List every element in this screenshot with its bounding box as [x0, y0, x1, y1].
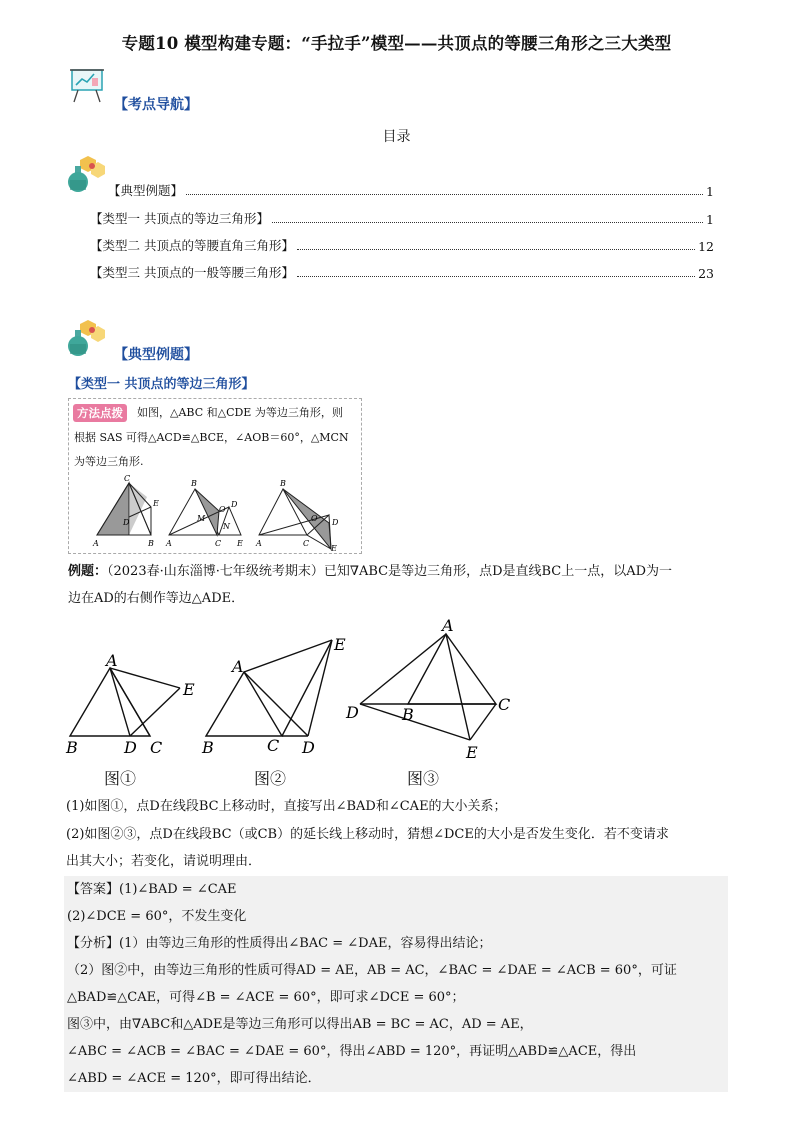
- figure-3: [360, 634, 496, 740]
- pt-label: A: [232, 657, 244, 676]
- toc-dots: [297, 249, 695, 250]
- flask-icon: [66, 154, 108, 194]
- method-figure-3: [255, 479, 339, 553]
- toc-item-label: 【类型三 共顶点的一般等腰三角形】: [90, 265, 294, 280]
- answer-block: [64, 876, 728, 1092]
- pt-label: D: [231, 500, 238, 509]
- flask-icon: [66, 318, 108, 358]
- pt-label: N: [223, 522, 230, 531]
- figure-3-label: 图③: [407, 769, 440, 788]
- pt-label: C: [498, 695, 511, 714]
- pt-label: A: [256, 539, 262, 548]
- pt-label: B: [202, 738, 214, 757]
- figure-2: [206, 640, 332, 736]
- toc-item-page: 12: [698, 239, 714, 254]
- answer-line: (2)∠DCE = 60°，不发生变化: [64, 903, 728, 930]
- answer-line: △BAD≌△CAE，可得∠B = ∠ACE = 60°，即可求∠DCE = 60°；: [64, 984, 728, 1011]
- toc-item-label: 【典型例题】: [108, 183, 184, 198]
- pt-label: E: [331, 544, 337, 553]
- example-line: 边在AD的右侧作等边△ADE．: [68, 591, 245, 606]
- method-box: [68, 398, 362, 554]
- pt-label: A: [93, 539, 99, 548]
- toc-item-label: 【类型一 共顶点的等边三角形】: [90, 211, 269, 226]
- method-text-line: 根据 SAS 可得△ACD≌△BCE，∠AOB＝60°，△MCN: [74, 431, 349, 444]
- pt-label: C: [215, 539, 222, 548]
- answer-line: 【答案】(1)∠BAD = ∠CAE: [64, 876, 728, 903]
- pt-label: B: [66, 738, 78, 757]
- toc-item-page: 1: [706, 212, 714, 227]
- presentation-board-icon: [68, 66, 108, 104]
- toc-item-page: 1: [706, 184, 714, 199]
- pt-label: M: [197, 514, 206, 523]
- pt-label: D: [123, 518, 130, 527]
- example-text: （2023春·山东淄博·七年级统考期末）已知∇ABC是等边三角形，点D是直线BC上一点，以AD为一: [107, 564, 673, 579]
- pt-label: B: [148, 539, 154, 548]
- toc-dots: [297, 276, 695, 277]
- question-2-line: 出其大小；若变化，请说明理由．: [66, 854, 262, 869]
- type1-label: 【类型一 共顶点的等边三角形】: [68, 377, 255, 392]
- pt-label: E: [237, 539, 243, 548]
- question-2-line: (2)如图②③，点D在线段BC（或CB）的延长线上移动时，猜想∠DCE的大小是否发生变化．若不变请求: [66, 827, 669, 842]
- pt-label: D: [346, 703, 359, 722]
- toc-item-label: 【类型二 共顶点的等腰直角三角形】: [90, 238, 294, 253]
- toc-heading: 目录: [382, 129, 411, 145]
- example-label: 例题：: [68, 564, 108, 579]
- pt-label: C: [303, 539, 310, 548]
- pt-label: D: [302, 738, 315, 757]
- section-label: 【典型例题】: [114, 347, 198, 363]
- answer-line: ∠ABC = ∠ACB = ∠BAC = ∠DAE = 60°，得出∠ABD = 120°，再证明△ABD≌△ACE，得出: [64, 1038, 728, 1065]
- pt-label: B: [402, 705, 414, 724]
- pt-label: B: [280, 479, 286, 488]
- pt-label: E: [153, 499, 159, 508]
- answer-line: 图③中，由∇ABC和△ADE是等边三角形可以得出AB = BC = AC，AD = AE，: [64, 1011, 728, 1038]
- answer-line: ∠ABD = ∠ACE = 120°，即可得出结论．: [64, 1065, 728, 1092]
- method-text-line: 为等边三角形.: [74, 455, 144, 468]
- pt-label: D: [124, 738, 137, 757]
- pt-label: D: [332, 518, 339, 527]
- question-1: (1)如图①，点D在线段BC上移动时，直接写出∠BAD和∠CAE的大小关系；: [66, 799, 507, 814]
- toc-item[interactable]: [90, 236, 714, 254]
- pt-label: A: [442, 616, 454, 635]
- pt-label: O: [311, 514, 318, 523]
- toc-item-page: 23: [698, 266, 714, 281]
- pt-label: E: [334, 635, 346, 654]
- method-figure-1: [92, 474, 159, 548]
- method-figure-2: [165, 479, 243, 548]
- pt-label: E: [466, 743, 478, 762]
- method-figures: [69, 471, 361, 553]
- toc-dots: [272, 222, 703, 223]
- figure-2-label: 图②: [254, 769, 287, 788]
- example-figures: [60, 612, 520, 792]
- answer-line: 【分析】(1）由等边三角形的性质得出∠BAC = ∠DAE，容易得出结论；: [64, 930, 728, 957]
- method-text-line: 如图，△ABC 和△CDE 为等边三角形，则: [137, 406, 343, 419]
- pt-label: C: [267, 736, 280, 755]
- page-title: 专题10 模型构建专题：“手拉手”模型——共顶点的等腰三角形之三大类型: [121, 34, 672, 53]
- pt-label: O: [219, 505, 226, 514]
- toc-item[interactable]: [90, 209, 714, 227]
- pt-label: C: [150, 738, 163, 757]
- figure-1: [70, 668, 180, 736]
- method-badge: 方法点拨: [73, 404, 127, 422]
- figure-1-label: 图①: [104, 769, 137, 788]
- pt-label: A: [166, 539, 172, 548]
- nav-label: 【考点导航】: [114, 97, 198, 113]
- toc-item[interactable]: [90, 263, 714, 281]
- toc-dots: [186, 194, 703, 195]
- pt-label: A: [106, 651, 118, 670]
- toc-item[interactable]: [108, 181, 714, 199]
- answer-line: （2）图②中，由等边三角形的性质可得AD = AE，AB = AC，∠BAC = ∠DAE = ∠ACB = 60°，可证: [64, 957, 728, 984]
- pt-label: E: [183, 680, 195, 699]
- pt-label: C: [124, 474, 131, 483]
- pt-label: B: [191, 479, 197, 488]
- example-line: [68, 559, 672, 585]
